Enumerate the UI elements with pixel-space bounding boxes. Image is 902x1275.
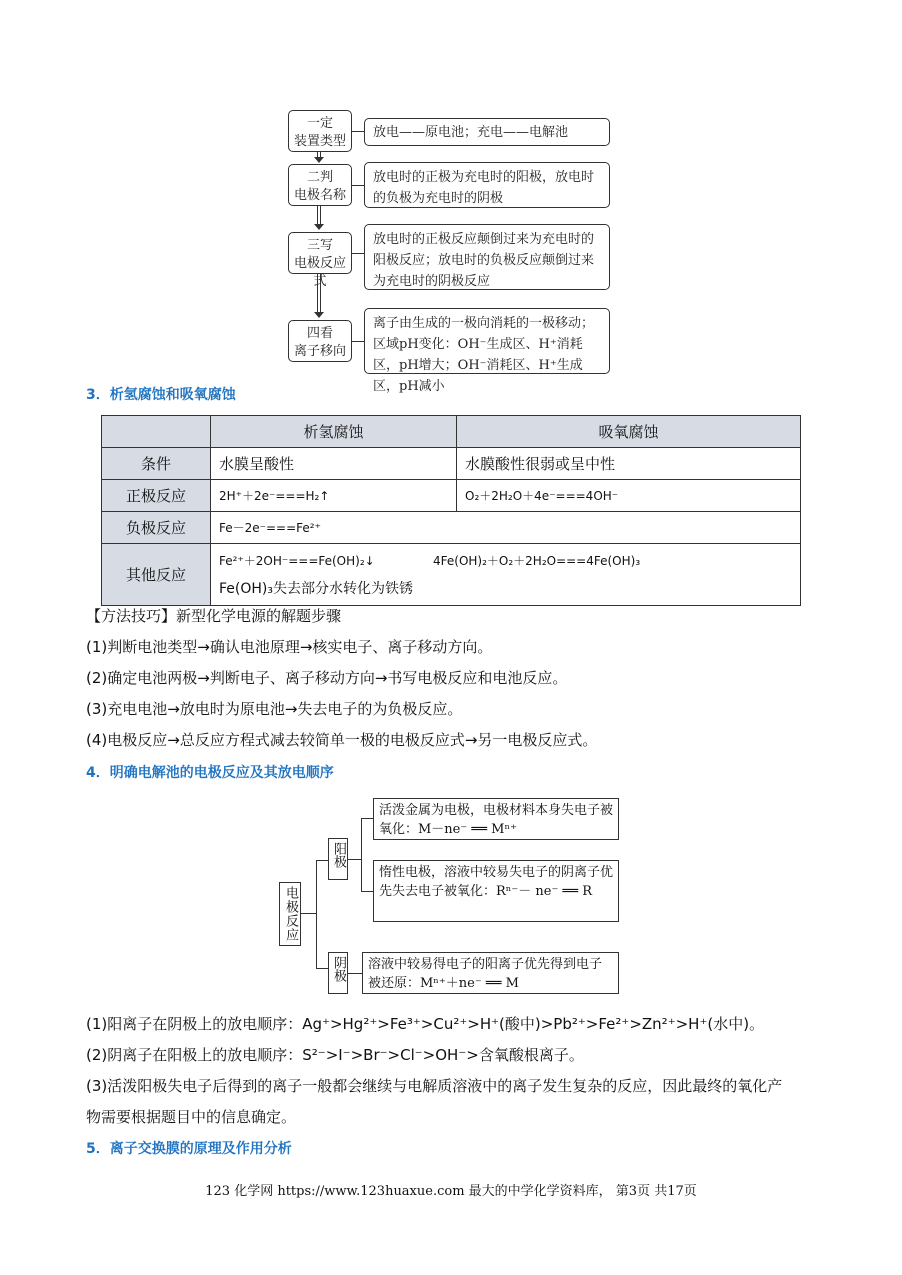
row-label: 正极反应 — [102, 480, 211, 512]
order-line: (3)活泼阳极失电子后得到的离子一般都会继续与电解质溶液中的离子发生复杂的反应，因此最终的氧化产 — [86, 1077, 783, 1095]
tree-line — [316, 968, 328, 969]
table-cell: 水膜呈酸性 — [211, 448, 457, 480]
cathode-label: 阴极 — [331, 956, 346, 982]
flow-desc-4 — [364, 308, 610, 394]
tree-text: 溶液中较易得电子的阳离子优先得到电子被还原：Mⁿ⁺＋ne⁻ ══ M — [368, 957, 603, 991]
connector — [352, 341, 364, 342]
table-row — [102, 416, 801, 448]
table-cell: 水膜酸性很弱或呈中性 — [457, 448, 801, 480]
tree-line — [361, 818, 373, 819]
anode-active-box — [373, 798, 619, 840]
method-item: (3)充电电池→放电时为原电池→失去电子的为负极反应。 — [86, 700, 463, 718]
table-cell — [102, 416, 211, 448]
table-row — [102, 480, 801, 512]
section-heading: 4．明确电解池的电极反应及其放电顺序 — [86, 765, 334, 781]
anode-node — [328, 838, 348, 880]
anode-inert-box — [373, 860, 619, 922]
flow-desc-2 — [364, 162, 610, 208]
flow-step-1 — [288, 110, 352, 152]
tree-text: 活泼金属为电极，电极材料本身失电子被氧化：M－ne⁻ ══ Mⁿ⁺ — [379, 803, 614, 837]
tree-root — [279, 882, 301, 946]
flow-step-label: 三写 电极反应式 — [293, 238, 346, 289]
reaction-text: Fe²⁺＋2OH⁻===Fe(OH)₂↓ — [219, 553, 375, 568]
section-heading: 3．析氢腐蚀和吸氧腐蚀 — [86, 387, 236, 403]
page-footer: 123 化学网 https://www.123huaxue.com 最大的中学化学资料库， 第3页 共17页 — [205, 1184, 697, 1199]
table-cell — [211, 544, 801, 606]
table-row — [102, 544, 801, 606]
reaction-text: Fe(OH)₃失去部分水转化为铁锈 — [219, 580, 413, 597]
connector — [352, 131, 364, 132]
table-cell: O₂＋2H₂O＋4e⁻===4OH⁻ — [457, 480, 801, 512]
table-cell: Fe－2e⁻===Fe²⁺ — [211, 512, 801, 544]
order-line: 物需要根据题目中的信息确定。 — [86, 1108, 297, 1126]
table-cell: 2H⁺＋2e⁻===H₂↑ — [211, 480, 457, 512]
anode-label: 阳极 — [331, 842, 346, 868]
cathode-box — [362, 952, 619, 994]
tree-line — [301, 913, 317, 914]
flow-step-3 — [288, 232, 352, 289]
flow-desc-text: 放电时的正极反应颠倒过来为充电时的阳极反应；放电时的负极反应颠倒过来为充电时的阴极反应 — [373, 232, 595, 289]
down-arrow-icon — [314, 152, 326, 164]
tree-line — [361, 891, 373, 892]
down-arrow-icon — [314, 206, 326, 232]
flow-desc-text: 放电——原电池；充电——电解池 — [373, 125, 569, 140]
flow-step-4 — [288, 320, 352, 362]
tree-line — [361, 818, 362, 891]
flow-desc-3 — [364, 224, 610, 290]
row-label: 负极反应 — [102, 512, 211, 544]
tree-line — [316, 860, 317, 968]
tree-text: 惰性电极，溶液中较易失电子的阴离子优先失去电子被氧化：Rⁿ⁻－ ne⁻ ══ R — [379, 865, 614, 899]
flow-step-label: 一定 装置类型 — [293, 116, 346, 149]
reaction-text: 4Fe(OH)₂＋O₂＋2H₂O===4Fe(OH)₃ — [433, 553, 641, 568]
order-line: (2)阴离子在阳极上的放电顺序：S²⁻>I⁻>Br⁻>Cl⁻>OH⁻>含氧酸根离子。 — [86, 1046, 584, 1064]
cathode-node — [328, 952, 348, 994]
table-row — [102, 448, 801, 480]
flow-desc-1 — [364, 118, 610, 146]
flow-step-label: 二判 电极名称 — [293, 170, 346, 203]
table-header: 析氢腐蚀 — [211, 416, 457, 448]
connector — [352, 253, 364, 254]
flow-desc-text: 放电时的正极为充电时的阳极，放电时的负极为充电时的阴极 — [373, 170, 595, 206]
corrosion-table — [101, 415, 801, 606]
order-line: (1)阳离子在阴极上的放电顺序：Ag⁺>Hg²⁺>Fe³⁺>Cu²⁺>H⁺(酸中)>Pb²⁺>Fe²⁺>Zn²⁺>H⁺(水中)。 — [86, 1015, 765, 1033]
section-heading: 5．离子交换膜的原理及作用分析 — [86, 1141, 292, 1157]
tree-line — [348, 973, 362, 974]
tree-line — [316, 860, 328, 861]
flow-desc-text: 离子由生成的一极向消耗的一极移动；区域pH变化：OH⁻生成区、H⁺消耗区，pH增大；OH⁻消耗区、H⁺生成区，pH减小 — [373, 316, 595, 394]
flow-step-label: 四看 离子移向 — [293, 326, 346, 359]
method-title: 【方法技巧】新型化学电源的解题步骤 — [86, 607, 342, 625]
tree-line — [348, 859, 362, 860]
row-label: 其他反应 — [102, 544, 211, 606]
down-arrow-icon — [314, 274, 326, 320]
method-item: (4)电极反应→总反应方程式减去较简单一极的电极反应式→另一电极反应式。 — [86, 731, 598, 749]
method-item: (1)判断电池类型→确认电池原理→核实电子、离子移动方向。 — [86, 638, 493, 656]
method-item: (2)确定电池两极→判断电子、离子移动方向→书写电极反应和电池反应。 — [86, 669, 568, 687]
tree-root-label: 电极反应 — [283, 886, 298, 942]
table-header: 吸氧腐蚀 — [457, 416, 801, 448]
flow-step-2 — [288, 164, 352, 206]
table-row — [102, 512, 801, 544]
connector — [352, 185, 364, 186]
row-label: 条件 — [102, 448, 211, 480]
